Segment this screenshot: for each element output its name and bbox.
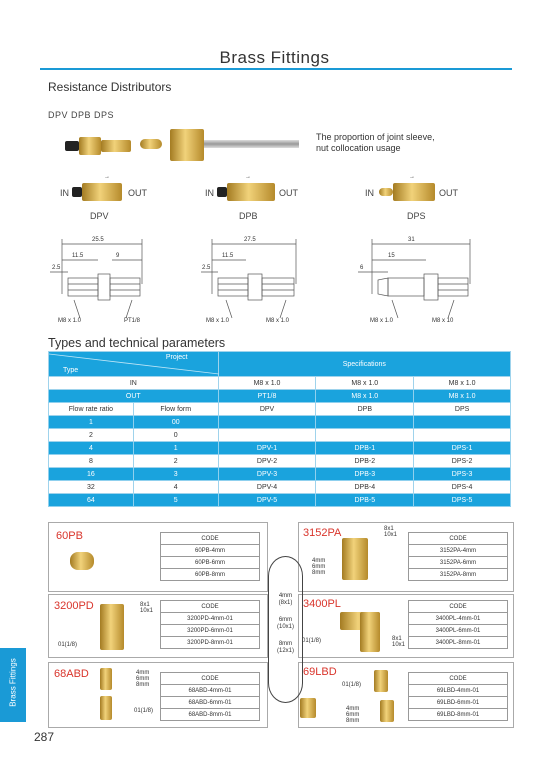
68abd-photo-a — [100, 668, 112, 690]
ratio-cell: 8 — [49, 455, 134, 468]
69lbd-photo-b — [374, 670, 388, 692]
table-row — [49, 442, 511, 455]
sidebar-tab — [0, 648, 26, 722]
code-table-3400pl — [408, 600, 508, 649]
code-header: CODE — [409, 601, 508, 613]
oval-size-3 — [269, 641, 302, 655]
dpb-cell: DPB-1 — [316, 442, 414, 455]
page-number: 287 — [34, 730, 55, 744]
thread-left-3: M8 x 1.0 — [370, 318, 394, 324]
form-cell: 3 — [133, 468, 218, 481]
dim-d3-1: 2.5 — [52, 265, 61, 271]
dpv-cell — [218, 429, 316, 442]
diagram-dpv — [60, 174, 170, 222]
code-cell: 3152PA-6mm — [409, 557, 508, 569]
table-row — [49, 429, 511, 442]
68abd-note-bottom: 01(1/8) — [134, 708, 154, 714]
3400pl-photo-b — [360, 612, 380, 652]
arrow-icon: → — [409, 174, 415, 180]
dim-d3-2: 2.5 — [202, 265, 211, 271]
dps-cell — [414, 416, 511, 429]
dim-d1-1: 11.5 — [72, 253, 84, 259]
oval-size-thread: (10x1) — [276, 624, 294, 630]
code-table-3200pd — [160, 600, 260, 649]
code-cell: 3200PD-6mm-01 — [161, 625, 260, 637]
dps-cell: DPS-5 — [414, 494, 511, 507]
dpv-cell: DPV-4 — [218, 481, 316, 494]
code-header: CODE — [409, 533, 508, 545]
in-row — [49, 377, 511, 390]
dpb-header: DPB — [316, 403, 414, 416]
dpv-cell — [218, 416, 316, 429]
dps-cell: DPS-1 — [414, 442, 511, 455]
oval-size-value: 8mm — [278, 641, 293, 647]
arrow-icon: → — [245, 174, 251, 180]
dpv-cell: DPV-2 — [218, 455, 316, 468]
code-cell: 68ABD-6mm-01 — [161, 697, 260, 709]
spec-header-row — [49, 352, 511, 377]
3200pd-note-bottom: 01(1/8) — [58, 642, 78, 648]
dpb-cell: DPB-2 — [316, 455, 414, 468]
dps-cell: DPS-3 — [414, 468, 511, 481]
code-table-68abd — [160, 672, 260, 721]
oval-size-thread: (12x1) — [276, 648, 294, 654]
out-label: OUT — [279, 188, 298, 198]
thread-right-2: M8 x 1.0 — [266, 318, 290, 324]
dps-header: DPS — [414, 403, 511, 416]
diagram-name: DPS — [407, 211, 426, 221]
3400pl-note-left: 01(1/8) — [302, 638, 322, 644]
form-cell: 0 — [133, 429, 218, 442]
table-row — [49, 481, 511, 494]
oval-size-value: 4mm — [278, 593, 293, 599]
page-title: Brass Fittings — [219, 48, 330, 67]
dpb-cell — [316, 429, 414, 442]
form-cell: 4 — [133, 481, 218, 494]
dps-cell — [414, 429, 511, 442]
code-cell: 3152PA-8mm — [409, 569, 508, 581]
in-dps: M8 x 1.0 — [414, 377, 511, 390]
out-label: OUT — [128, 188, 147, 198]
arrow-icon: → — [104, 174, 110, 180]
code-cell: 3200PD-8mm-01 — [161, 637, 260, 649]
product-name-3152pa: 3152PA — [303, 527, 342, 539]
in-dpv: M8 x 1.0 — [218, 377, 316, 390]
dpv-cell: DPV-5 — [218, 494, 316, 507]
product-name-3400pl: 3400PL — [303, 598, 341, 610]
3200pd-photo — [100, 604, 124, 650]
69lbd-note-top: 01(1/8) — [342, 682, 362, 688]
60pb-photo — [70, 552, 94, 570]
in-label: IN — [365, 188, 374, 198]
out-dpv: PT1/8 — [218, 390, 316, 403]
oval-size-1 — [269, 593, 302, 607]
3400pl-note-bottom: 8x1 10x1 — [392, 636, 406, 648]
dpv-photo — [65, 132, 137, 160]
dim-total-1: 25.5 — [92, 237, 104, 243]
dpb-cell: DPB-5 — [316, 494, 414, 507]
dim-d1-3: 15 — [388, 253, 395, 259]
3152pa-note-side: 4mm 6mm 8mm — [312, 558, 326, 576]
69lbd-photo-c — [380, 700, 394, 722]
code-table-3152pa — [408, 532, 508, 581]
code-cell: 3400PL-6mm-01 — [409, 625, 508, 637]
oval-size-thread: (8x1) — [278, 600, 293, 606]
code-cell: 69LBD-6mm-01 — [409, 697, 508, 709]
dim-d1-2: 11.5 — [222, 253, 234, 259]
sidebar-label: Brass Fittings — [8, 658, 18, 707]
diagram-name: DPV — [90, 211, 109, 221]
dpv-header: DPV — [218, 403, 316, 416]
dps-cell: DPS-2 — [414, 455, 511, 468]
product-name-3200pd: 3200PD — [54, 600, 94, 612]
dpb-cell: DPB-3 — [316, 468, 414, 481]
code-header: CODE — [161, 601, 260, 613]
3152pa-note-top: 8x1 10x1 — [384, 526, 398, 538]
code-cell: 60PB-4mm — [161, 545, 260, 557]
specifications-label: Specifications — [218, 352, 510, 377]
out-row — [49, 390, 511, 403]
product-name-68abd: 68ABD — [54, 668, 89, 680]
code-cell: 68ABD-8mm-01 — [161, 709, 260, 721]
3200pd-note-top: 8x1 10x1 — [140, 602, 154, 614]
table-row — [49, 494, 511, 507]
joint-sleeve-photo — [140, 125, 300, 165]
thread-left-1: M8 x 1.0 — [58, 318, 82, 324]
product-name-60pb: 60PB — [56, 530, 83, 542]
code-cell: 3400PL-8mm-01 — [409, 637, 508, 649]
in-label: IN — [60, 188, 69, 198]
code-cell: 3200PD-4mm-01 — [161, 613, 260, 625]
dim-total-2: 27.5 — [244, 237, 256, 243]
product-name-69lbd: 69LBD — [303, 666, 337, 678]
table-row — [49, 468, 511, 481]
dpv-cell: DPV-1 — [218, 442, 316, 455]
dps-cell: DPS-4 — [414, 481, 511, 494]
project-type-cell — [49, 352, 219, 377]
proportion-note-line2: nut collocation usage — [316, 143, 401, 153]
in-label: IN — [205, 188, 214, 198]
column-header-row — [49, 403, 511, 416]
ratio-cell: 4 — [49, 442, 134, 455]
thread-right-3: M8 x 10 — [432, 318, 454, 324]
diagram-dps — [365, 174, 475, 222]
thread-right-1: PT1/8 — [124, 318, 141, 324]
ratio-cell: 2 — [49, 429, 134, 442]
code-cell: 60PB-6mm — [161, 557, 260, 569]
section-heading-resistance: Resistance Distributors — [48, 80, 172, 94]
table-row — [49, 416, 511, 429]
flow-form-header: Flow form — [133, 403, 218, 416]
spec-table — [48, 351, 511, 507]
out-label: OUT — [439, 188, 458, 198]
section-heading-types: Types and technical parameters — [48, 336, 226, 350]
code-cell: 60PB-8mm — [161, 569, 260, 581]
dpb-cell — [316, 416, 414, 429]
oval-size-2 — [269, 617, 302, 631]
68abd-note-top: 4mm 6mm 8mm — [136, 670, 150, 688]
out-row-label: OUT — [49, 390, 219, 403]
title-rule — [40, 68, 512, 70]
69lbd-photo-a — [300, 698, 316, 718]
form-cell: 1 — [133, 442, 218, 455]
code-header: CODE — [161, 673, 260, 685]
code-cell: 69LBD-4mm-01 — [409, 685, 508, 697]
flow-rate-ratio-header: Flow rate ratio — [49, 403, 134, 416]
out-dpb: M8 x 1.0 — [316, 390, 414, 403]
code-table-69lbd — [408, 672, 508, 721]
proportion-note-line1: The proportion of joint sleeve, — [316, 132, 435, 142]
in-row-label: IN — [49, 377, 219, 390]
form-cell: 00 — [133, 416, 218, 429]
oval-size-value: 6mm — [278, 617, 293, 623]
table-row — [49, 455, 511, 468]
69lbd-note-bottom: 4mm 6mm 8mm — [346, 706, 360, 724]
model-label-line: DPV DPB DPS — [48, 110, 115, 120]
proportion-note — [316, 132, 435, 154]
68abd-photo-b — [100, 696, 112, 720]
ratio-cell: 1 — [49, 416, 134, 429]
dim-total-3: 31 — [408, 237, 415, 243]
code-header: CODE — [409, 673, 508, 685]
code-cell: 69LBD-8mm-01 — [409, 709, 508, 721]
diagram-dpb — [205, 174, 315, 222]
ratio-cell: 64 — [49, 494, 134, 507]
code-cell: 68ABD-4mm-01 — [161, 685, 260, 697]
technical-drawings — [46, 234, 516, 330]
ratio-cell: 16 — [49, 468, 134, 481]
3152pa-photo — [342, 538, 368, 580]
dpv-cell: DPV-3 — [218, 468, 316, 481]
dim-d3-3: 6 — [360, 265, 364, 271]
thread-left-2: M8 x 1.0 — [206, 318, 230, 324]
ratio-cell: 32 — [49, 481, 134, 494]
diagram-name: DPB — [239, 211, 258, 221]
type-label: Type — [63, 367, 79, 374]
dpb-cell: DPB-4 — [316, 481, 414, 494]
in-dpb: M8 x 1.0 — [316, 377, 414, 390]
form-cell: 5 — [133, 494, 218, 507]
out-dps: M8 x 1.0 — [414, 390, 511, 403]
code-header: CODE — [161, 533, 260, 545]
code-cell: 3400PL-4mm-01 — [409, 613, 508, 625]
project-label: Project — [165, 354, 188, 361]
size-oval — [268, 556, 303, 703]
code-cell: 3152PA-4mm — [409, 545, 508, 557]
dim-d2-1: 9 — [116, 253, 120, 259]
code-table-60pb — [160, 532, 260, 581]
form-cell: 2 — [133, 455, 218, 468]
